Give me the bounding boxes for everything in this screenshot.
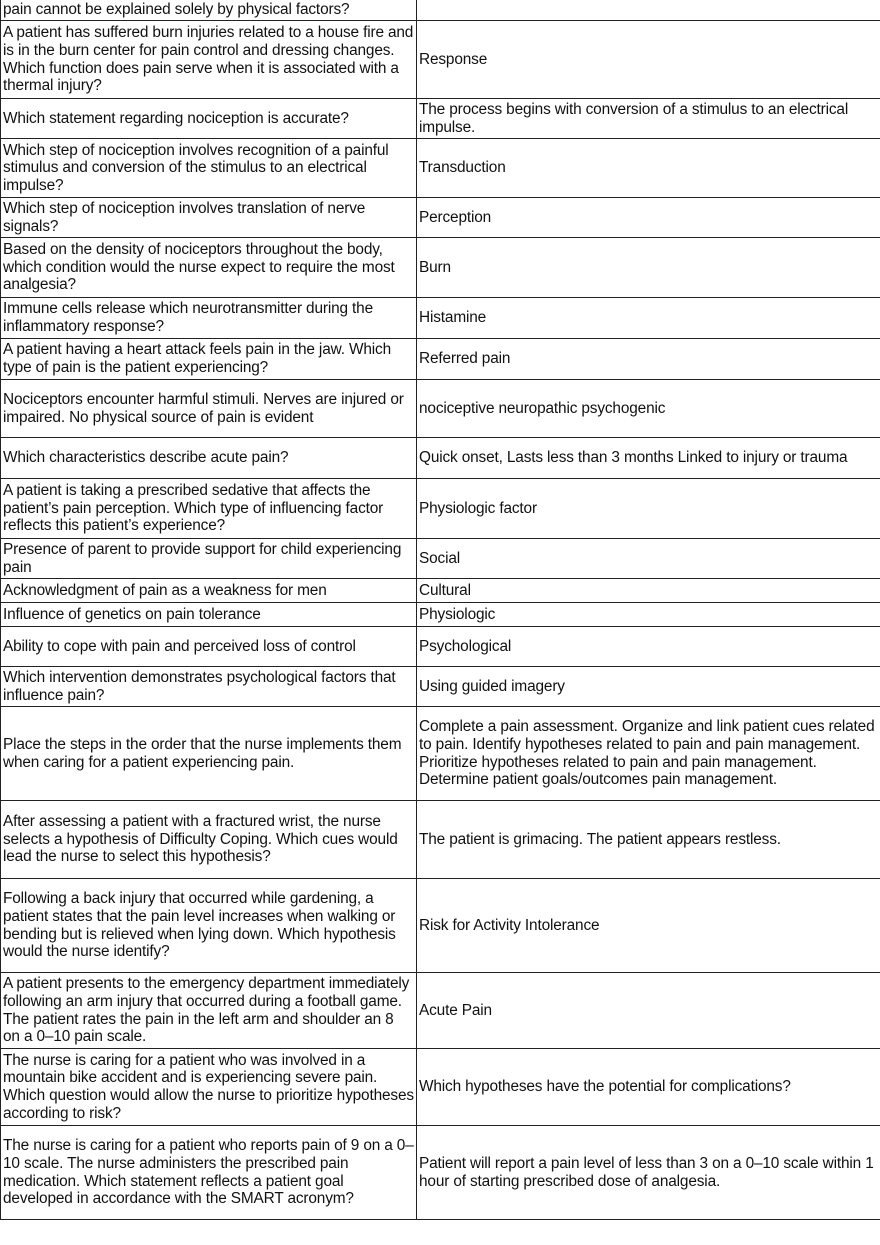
question-cell: pain cannot be explained solely by physical factors? [1, 0, 417, 21]
table-row [1, 198, 880, 238]
answer-cell: Response [417, 21, 880, 99]
table-row [1, 238, 880, 298]
table-row [1, 438, 880, 479]
answer-cell: Using guided imagery [417, 667, 880, 707]
answer-cell: Physiologic [417, 603, 880, 627]
table-row [1, 539, 880, 579]
answer-cell: Acute Pain [417, 973, 880, 1049]
table-row [1, 1126, 880, 1220]
question-cell: Nociceptors encounter harmful stimuli. Nerves are injured or impaired. No physical source of pain is evident [1, 380, 417, 438]
answer-cell: Risk for Activity Intolerance [417, 879, 880, 973]
answer-cell: Burn [417, 238, 880, 298]
table-row [1, 801, 880, 879]
question-cell: Presence of parent to provide support for child experiencing pain [1, 539, 417, 579]
table-row [1, 380, 880, 438]
answer-cell: The patient is grimacing. The patient appears restless. [417, 801, 880, 879]
table-row [1, 973, 880, 1049]
question-cell: Immune cells release which neurotransmitter during the inflammatory response? [1, 298, 417, 339]
question-cell: A patient having a heart attack feels pain in the jaw. Which type of pain is the patient experiencing? [1, 339, 417, 380]
answer-cell: Transduction [417, 139, 880, 198]
question-cell: Which statement regarding nociception is accurate? [1, 99, 417, 139]
question-cell: A patient presents to the emergency department immediately following an arm injury that occurred during a football game. The patient rates the pain in the left arm and shoulder an 8 on a 0–10 pain scale. [1, 973, 417, 1049]
table-row [1, 667, 880, 707]
answer-cell: Cultural [417, 579, 880, 603]
table-row [1, 298, 880, 339]
question-cell: Influence of genetics on pain tolerance [1, 603, 417, 627]
table-row [1, 879, 880, 973]
table-row [1, 21, 880, 99]
question-cell: The nurse is caring for a patient who was involved in a mountain bike accident and is experiencing severe pain. Which question would allow the nurse to prioritize hypotheses according to risk? [1, 1049, 417, 1126]
question-cell: Acknowledgment of pain as a weakness for men [1, 579, 417, 603]
question-cell: Place the steps in the order that the nurse implements them when caring for a patient experiencing pain. [1, 707, 417, 801]
table-row [1, 627, 880, 667]
table-row [1, 99, 880, 139]
answer-cell: The process begins with conversion of a stimulus to an electrical impulse. [417, 99, 880, 139]
question-cell: After assessing a patient with a fractured wrist, the nurse selects a hypothesis of Difficulty Coping. Which cues would lead the nurse to select this hypothesis? [1, 801, 417, 879]
question-cell: A patient is taking a prescribed sedative that affects the patient’s pain perception. Which type of influencing factor reflects this patient’s experience? [1, 479, 417, 539]
table-row [1, 707, 880, 801]
question-cell: A patient has suffered burn injuries related to a house fire and is in the burn center for pain control and dressing changes. Which function does pain serve when it is associated with a thermal injury? [1, 21, 417, 99]
question-cell: Which intervention demonstrates psychological factors that influence pain? [1, 667, 417, 707]
question-cell: Which step of nociception involves translation of nerve signals? [1, 198, 417, 238]
question-cell: Following a back injury that occurred while gardening, a patient states that the pain level increases when walking or bending but is relieved when lying down. Which hypothesis would the nurse identify? [1, 879, 417, 973]
answer-cell: Histamine [417, 298, 880, 339]
answer-cell: Complete a pain assessment. Organize and link patient cues related to pain. Identify hypotheses related to pain and pain management. Prioritize hypotheses related to pain and pain management. Determine patient goals/outcomes pain management. [417, 707, 880, 801]
table-row [1, 0, 880, 21]
question-cell: Based on the density of nociceptors throughout the body, which condition would the nurse expect to require the most analgesia? [1, 238, 417, 298]
question-cell: The nurse is caring for a patient who reports pain of 9 on a 0–10 scale. The nurse administers the prescribed pain medication. Which statement reflects a patient goal developed in accordance with the SMART acronym? [1, 1126, 417, 1220]
table-row [1, 339, 880, 380]
answer-cell: Quick onset, Lasts less than 3 months Linked to injury or trauma [417, 438, 880, 479]
table-row [1, 603, 880, 627]
table-row [1, 579, 880, 603]
answer-cell: Social [417, 539, 880, 579]
answer-cell: Which hypotheses have the potential for complications? [417, 1049, 880, 1126]
question-cell: Which step of nociception involves recognition of a painful stimulus and conversion of the stimulus to an electrical impulse? [1, 139, 417, 198]
table-row [1, 1049, 880, 1126]
question-cell: Which characteristics describe acute pain? [1, 438, 417, 479]
answer-cell: Psychological [417, 627, 880, 667]
table-row [1, 479, 880, 539]
answer-cell: Patient will report a pain level of less than 3 on a 0–10 scale within 1 hour of starting prescribed dose of analgesia. [417, 1126, 880, 1220]
answer-cell: Perception [417, 198, 880, 238]
answer-cell: nociceptive neuropathic psychogenic [417, 380, 880, 438]
table-row [1, 139, 880, 198]
answer-cell: Referred pain [417, 339, 880, 380]
question-cell: Ability to cope with pain and perceived loss of control [1, 627, 417, 667]
answer-cell: Physiologic factor [417, 479, 880, 539]
answer-cell [417, 0, 880, 21]
